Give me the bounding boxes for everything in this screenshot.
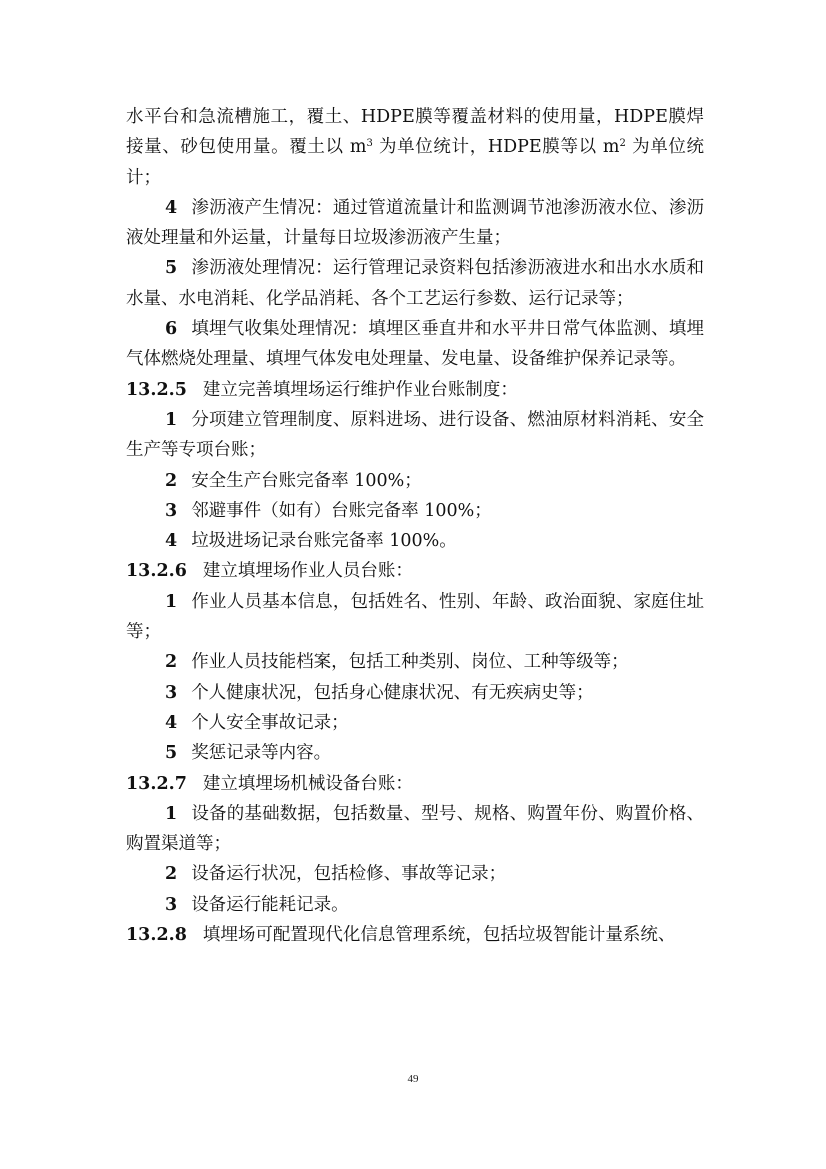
item-number: 2 [165, 864, 178, 885]
item-text: 作业人员技能档案，包括工种类别、岗位、工种等级等； [191, 652, 629, 673]
list-item [126, 799, 704, 860]
list-item [126, 466, 704, 496]
item-number: 3 [165, 500, 178, 521]
list-item [126, 193, 704, 254]
item-number: 1 [165, 591, 178, 612]
clause-number: 13.2.8 [126, 925, 187, 946]
item-text: 作业人员基本信息，包括姓名、性别、年龄、政治面貌、家庭住址等； [126, 591, 704, 643]
list-item [126, 890, 704, 920]
clause-number: 13.2.6 [126, 561, 187, 582]
list-item [126, 678, 704, 708]
list-item [126, 405, 704, 466]
item-text: 安全生产台账完备率 100%； [191, 470, 422, 491]
document-body [126, 102, 704, 950]
item-text: 设备运行状况，包括检修、事故等记录； [191, 864, 507, 885]
list-item [126, 496, 704, 526]
item-number: 6 [165, 319, 178, 340]
list-item [126, 587, 704, 648]
item-text: 奖惩记录等内容。 [191, 743, 332, 764]
list-item [126, 859, 704, 889]
section-clause [126, 769, 704, 799]
item-number: 5 [165, 258, 178, 279]
item-number: 1 [165, 409, 178, 430]
item-number: 5 [165, 743, 178, 764]
item-text: 设备运行能耗记录。 [191, 894, 349, 915]
item-text: 个人安全事故记录； [191, 712, 349, 733]
item-number: 2 [165, 470, 178, 491]
section-clause [126, 375, 704, 405]
item-text: 填埋气收集处理情况：填埋区垂直井和水平井日常气体监测、填埋气体燃烧处理量、填埋气体发电处理量、发电量、设备维护保养记录等。 [126, 319, 704, 370]
clause-text: 填埋场可配置现代化信息管理系统，包括垃圾智能计量系统、 [202, 925, 676, 946]
item-number: 4 [165, 531, 178, 552]
paragraph-continuation: 水平台和急流槽施工，覆土、HDPE膜等覆盖材料的使用量，HDPE膜焊接量、砂包使用量。覆土以 $m^3$ 为单位统计，HDPE膜等以 $m^2$ 为单位统计； [126, 107, 705, 188]
clause-number: 13.2.7 [126, 773, 187, 794]
clause-text: 建立填埋场作业人员台账： [202, 561, 413, 582]
clause-text: 建立完善填埋场运行维护作业台账制度： [202, 379, 518, 400]
list-item [126, 314, 704, 375]
item-text: 邻避事件（如有）台账完备率 100%； [191, 500, 492, 521]
item-number: 1 [165, 803, 178, 824]
section-clause [126, 556, 704, 586]
clause-number: 13.2.5 [126, 379, 187, 400]
section-clause [126, 920, 704, 950]
list-item [126, 708, 704, 738]
item-text: 个人健康状况，包括身心健康状况、有无疾病史等； [191, 682, 594, 703]
page-number: 49 [407, 1073, 419, 1085]
unit-exponent: 3 [366, 138, 373, 150]
item-number: 4 [165, 197, 178, 218]
item-text: 分项建立管理制度、原料进场、进行设备、燃油原材料消耗、安全生产等专项台账； [126, 409, 704, 461]
item-number: 2 [165, 652, 178, 673]
item-text: 设备的基础数据，包括数量、型号、规格、购置年份、购置价格、购置渠道等； [126, 803, 704, 855]
clause-text: 建立填埋场机械设备台账： [202, 773, 413, 794]
list-item [126, 526, 704, 556]
list-item [126, 253, 704, 314]
item-text: 渗沥液处理情况：运行管理记录资料包括渗沥液进水和出水水质和水量、水电消耗、化学品消耗、各个工艺运行参数、运行记录等； [126, 258, 704, 309]
list-item [126, 647, 704, 677]
item-number: 3 [165, 894, 178, 915]
unit-exponent: 2 [619, 138, 626, 150]
item-text: 垃圾进场记录台账完备率 100%。 [191, 531, 457, 552]
item-number: 3 [165, 682, 178, 703]
list-item [126, 738, 704, 768]
item-number: 4 [165, 712, 178, 733]
item-text: 渗沥液产生情况：通过管道流量计和监测调节池渗沥液水位、渗沥液处理量和外运量，计量每日垃圾渗沥液产生量； [126, 197, 704, 249]
